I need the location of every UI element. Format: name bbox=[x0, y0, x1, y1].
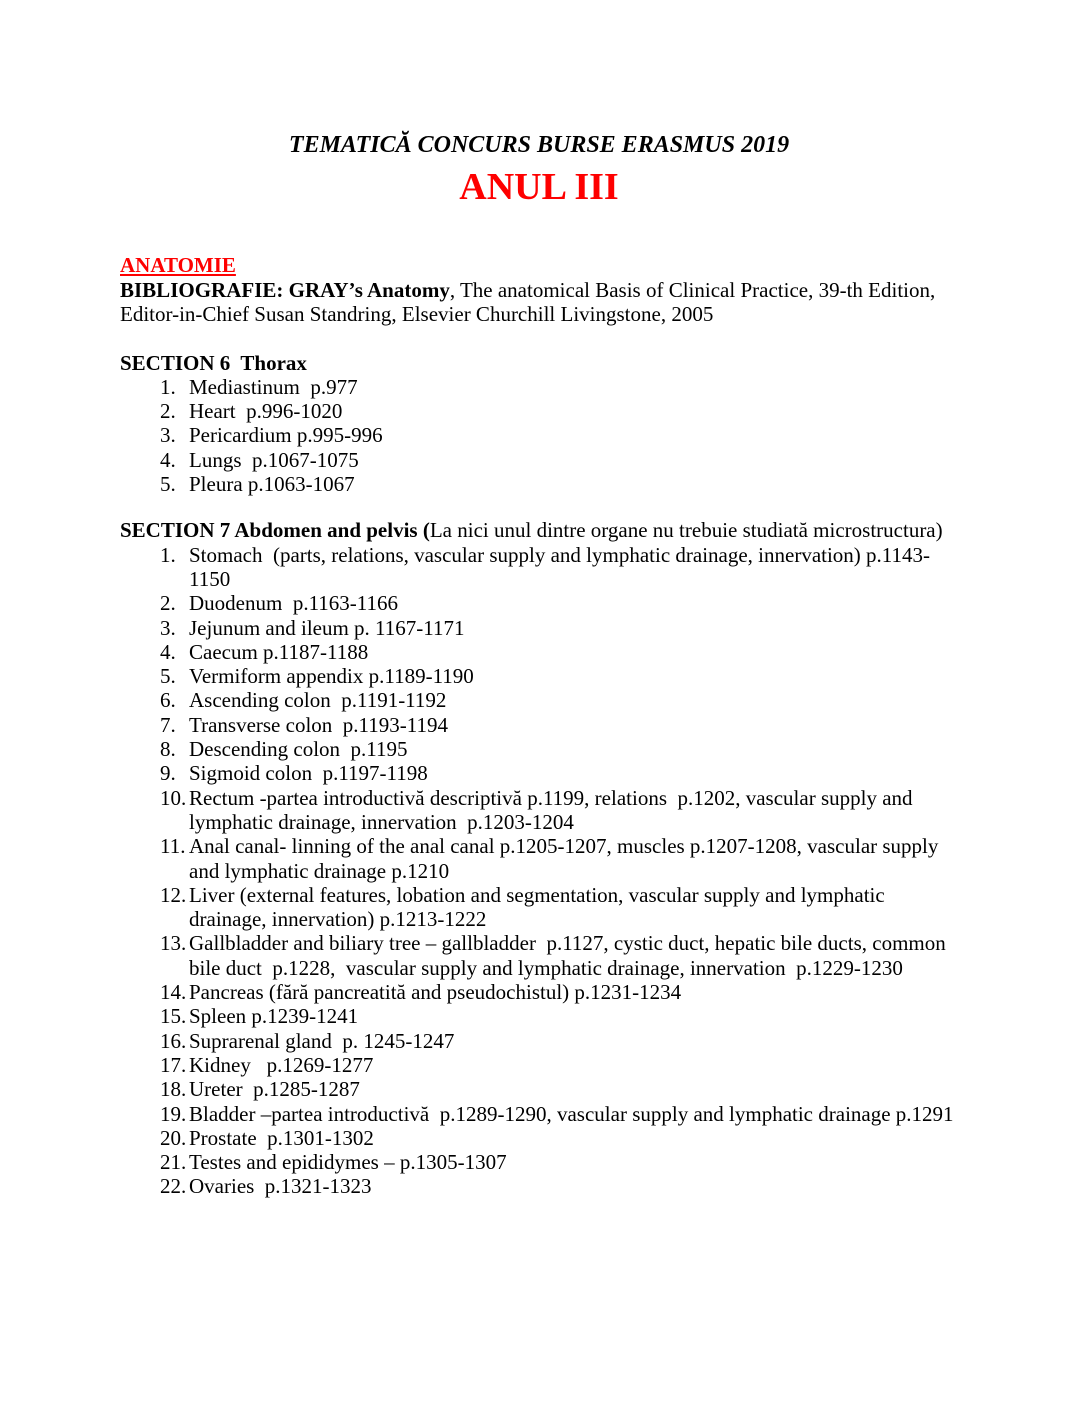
list-item: Descending colon p.1195 bbox=[189, 737, 408, 762]
list-item: Suprarenal gland p. 1245-1247 bbox=[189, 1028, 455, 1053]
section6-heading: SECTION 6 Thorax bbox=[120, 350, 307, 375]
list-item: Rectum -partea introductivă descriptivă p.1199, relations p.1202, vascular supply and lymphatic drainage, innervation p.1203-1204 bbox=[189, 785, 918, 834]
list-item: Ascending colon p.1191-1192 bbox=[189, 688, 447, 713]
list-item: Duodenum p.1163-1166 bbox=[189, 591, 399, 616]
list-item: Bladder –partea introductivă p.1289-1290, vascular supply and lymphatic drainage p.1291 bbox=[189, 1101, 954, 1126]
list-item: Spleen p.1239-1241 bbox=[189, 1004, 359, 1029]
list-item: Gallbladder and biliary tree – gallbladder p.1127, cystic duct, hepatic bile ducts, common bile duct p.1228, vascular supply and lymphatic drainage, innervation p.1229-1230 bbox=[189, 931, 951, 980]
bibliography-paragraph bbox=[120, 278, 958, 327]
list-item: Kidney p.1269-1277 bbox=[189, 1052, 374, 1077]
section7-heading bbox=[120, 518, 958, 542]
list-item: Ovaries p.1321-1323 bbox=[189, 1174, 372, 1199]
list-item: Caecum p.1187-1188 bbox=[189, 639, 369, 664]
list-item: Testes and epididymes – p.1305-1307 bbox=[189, 1150, 507, 1175]
list-item: Pancreas (fără pancreatită and pseudochistul) p.1231-1234 bbox=[189, 980, 682, 1005]
list-item: Heart p.996-1020 bbox=[189, 399, 343, 424]
document-title: TEMATICĂ CONCURS BURSE ERASMUS 2019 bbox=[288, 132, 790, 158]
list-item: Pleura p.1063-1067 bbox=[189, 472, 355, 497]
list-item: Liver (external features, lobation and segmentation, vascular supply and lymphatic drainage, innervation) p.1213-1222 bbox=[189, 882, 890, 932]
list-item: Vermiform appendix p.1189-1190 bbox=[189, 664, 474, 689]
list-item: Anal canal- linning of the anal canal p.1205-1207, muscles p.1207-1208, vascular supply and lymphatic drainage p.1210 bbox=[189, 834, 944, 883]
section6-list bbox=[120, 375, 958, 496]
bibliography-rest: , The anatomical Basis of Clinical Practice, 39-th Edition, Editor-in-Chief Susan Standring, Elsevier Churchill Livingstone, 2005 bbox=[120, 278, 941, 327]
list-item: Pericardium p.995-996 bbox=[189, 423, 383, 448]
list-item: Sigmoid colon p.1197-1198 bbox=[189, 761, 428, 786]
list-item: Ureter p.1285-1287 bbox=[189, 1077, 360, 1102]
section7-list bbox=[120, 543, 958, 1199]
list-item: Mediastinum p.977 bbox=[189, 374, 358, 399]
section7-heading-bold: SECTION 7 Abdomen and pelvis ( bbox=[120, 518, 430, 543]
section7-heading-rest: La nici unul dintre organe nu trebuie studiată microstructura) bbox=[429, 518, 943, 543]
bibliography-lead: BIBLIOGRAFIE: GRAY’s Anatomy bbox=[120, 278, 450, 302]
list-item: Transverse colon p.1193-1194 bbox=[189, 712, 448, 737]
year-title: ANUL III bbox=[459, 166, 619, 208]
list-item: Prostate p.1301-1302 bbox=[189, 1125, 374, 1150]
list-item: Lungs p.1067-1075 bbox=[189, 447, 359, 472]
anatomie-heading: ANATOMIE bbox=[120, 253, 236, 277]
list-item: Jejunum and ileum p. 1167-1171 bbox=[189, 615, 465, 640]
list-item: Stomach (parts, relations, vascular supply and lymphatic drainage, innervation) p.1143-1150 bbox=[189, 542, 931, 591]
